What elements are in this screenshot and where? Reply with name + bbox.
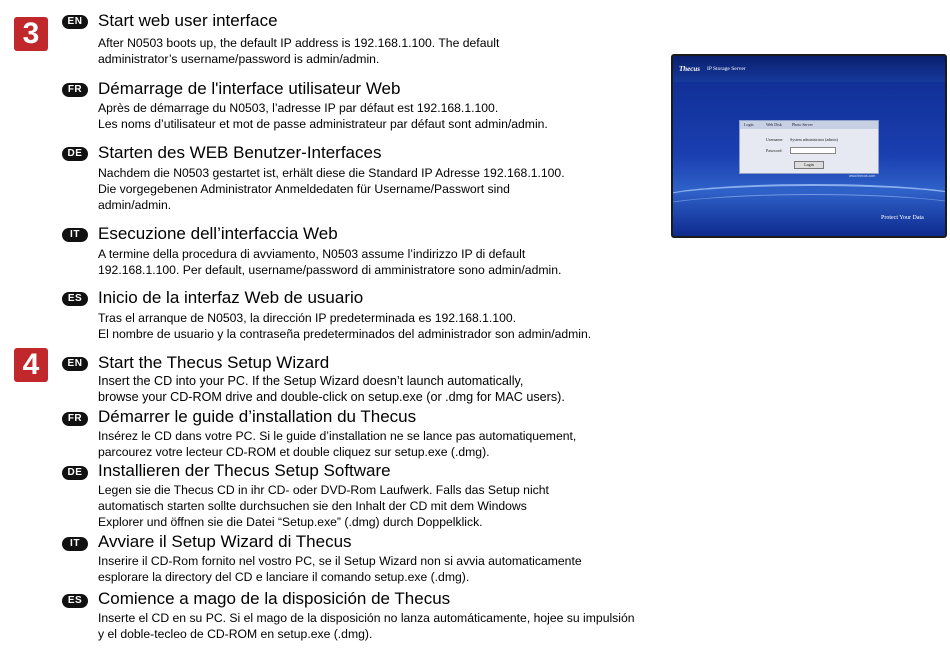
- section-title: Inicio de la interfaz Web de usuario: [98, 288, 364, 307]
- body-line: Nachdem die N0503 gestartet ist, erhält diese die Standard IP Adresse 192.168.1.100.: [98, 166, 565, 180]
- body-line: browse your CD-ROM drive and double-click on setup.exe (or .dmg for MAC users).: [98, 390, 565, 404]
- body-line: Explorer und öffnen sie die Datei “Setup.exe” (.dmg) durch Doppelklick.: [98, 515, 483, 529]
- app-title: IP Storage Server: [707, 66, 746, 72]
- tab-login[interactable]: Login: [744, 122, 754, 127]
- step-number-3: 3: [14, 17, 48, 51]
- password-label: Password:: [766, 148, 783, 153]
- lang-badge-it: IT: [62, 228, 88, 242]
- section-body: [98, 610, 635, 642]
- body-line: Les noms d’utilisateur et mot de passe administrateur par défaut sont admin/admin.: [98, 117, 548, 131]
- body-line: El nombre de usuario y la contraseña predeterminados del administrador son admin/admin.: [98, 327, 592, 341]
- lang-badge-de: DE: [62, 466, 88, 480]
- body-line: Inserire il CD-Rom fornito nel vostro PC, se il Setup Wizard non si avvia automaticamente: [98, 554, 582, 568]
- body-line: Après de démarrage du N0503, l’adresse IP par défaut est 192.168.1.100.: [98, 101, 499, 115]
- tagline: Protect Your Data: [881, 215, 924, 221]
- section-body: [98, 310, 591, 342]
- body-line: Legen sie die Thecus CD in ihr CD- oder DVD-Rom Laufwerk. Falls das Setup nicht: [98, 483, 549, 497]
- body-line: A termine della procedura di avviamento, N0503 assume l’indirizzo IP di default: [98, 247, 526, 261]
- username-label: Username:: [766, 137, 784, 142]
- section-title: Start web user interface: [98, 11, 278, 30]
- login-button[interactable]: Login: [794, 161, 824, 169]
- body-line: y el doble-tecleo de CD-ROM en setup.exe (.dmg).: [98, 627, 373, 641]
- body-line: Insert the CD into your PC. If the Setup Wizard doesn’t launch automatically,: [98, 374, 524, 388]
- login-tabs: [740, 121, 878, 129]
- tab-web-disk[interactable]: Web Disk: [766, 122, 782, 127]
- section-title: Démarrage de l'interface utilisateur Web: [98, 79, 401, 98]
- thecus-logo: Thecus: [679, 65, 700, 73]
- lang-badge-en: EN: [62, 15, 88, 29]
- lang-badge-fr: FR: [62, 83, 88, 97]
- lang-badge-es: ES: [62, 594, 88, 608]
- login-panel: [739, 120, 879, 174]
- section-title: Démarrer le guide d’installation du Thecus: [98, 407, 417, 426]
- body-line: admin/admin.: [98, 198, 172, 212]
- section-body: [98, 246, 561, 278]
- section-body: [98, 373, 565, 405]
- body-line: Tras el arranque de N0503, la dirección IP predeterminada es 192.168.1.100.: [98, 311, 517, 325]
- body-line: parcourez votre lecteur CD-ROM et double cliquez sur setup.exe (.dmg).: [98, 445, 490, 459]
- lang-badge-es: ES: [62, 292, 88, 306]
- body-line: Die vorgegebenen Administrator Anmeldedaten für Username/Passwort sind: [98, 182, 510, 196]
- section-body: [98, 35, 499, 67]
- section-title: Installieren der Thecus Setup Software: [98, 461, 391, 480]
- section-title: Comience a mago de la disposición de Thecus: [98, 589, 451, 608]
- body-line: Inserte el CD en su PC. Si el mago de la disposición no lanza automáticamente, hojee su impulsión: [98, 611, 635, 625]
- body-line: Insérez le CD dans votre PC. Si le guide d’installation ne se lance pas automatiquement,: [98, 429, 577, 443]
- section-body: [98, 428, 576, 460]
- section-body: [98, 165, 565, 213]
- tab-photo-server[interactable]: Photo Server: [792, 122, 813, 127]
- web-ui-screenshot: [671, 54, 947, 238]
- section-body: [98, 553, 582, 585]
- body-line: 192.168.1.100. Per default, username/password di amministratore sono admin/admin.: [98, 263, 562, 277]
- section-body: [98, 100, 548, 132]
- section-title: Avviare il Setup Wizard di Thecus: [98, 532, 352, 551]
- lang-badge-en: EN: [62, 357, 88, 371]
- section-body: [98, 482, 549, 530]
- section-title: Start the Thecus Setup Wizard: [98, 353, 330, 372]
- body-line: automatisch starten sollte durchsuchen sie den Inhalt der CD mit dem Windows: [98, 499, 527, 513]
- step-number-4: 4: [14, 348, 48, 382]
- lang-badge-de: DE: [62, 147, 88, 161]
- body-line: esplorare la directory del CD e lanciare il comando setup.exe (.dmg).: [98, 570, 470, 584]
- body-line: After N0503 boots up, the default IP address is 192.168.1.100. The default: [98, 36, 500, 50]
- section-title: Starten des WEB Benutzer-Interfaces: [98, 143, 382, 162]
- section-title: Esecuzione dell’interfaccia Web: [98, 224, 338, 243]
- body-line: administrator’s username/password is admin/admin.: [98, 52, 380, 66]
- lang-badge-fr: FR: [62, 412, 88, 426]
- password-field[interactable]: [790, 147, 836, 154]
- lang-badge-it: IT: [62, 537, 88, 551]
- website-link[interactable]: www.thecus.com: [849, 174, 876, 178]
- username-value[interactable]: System administrator (admin): [790, 137, 838, 142]
